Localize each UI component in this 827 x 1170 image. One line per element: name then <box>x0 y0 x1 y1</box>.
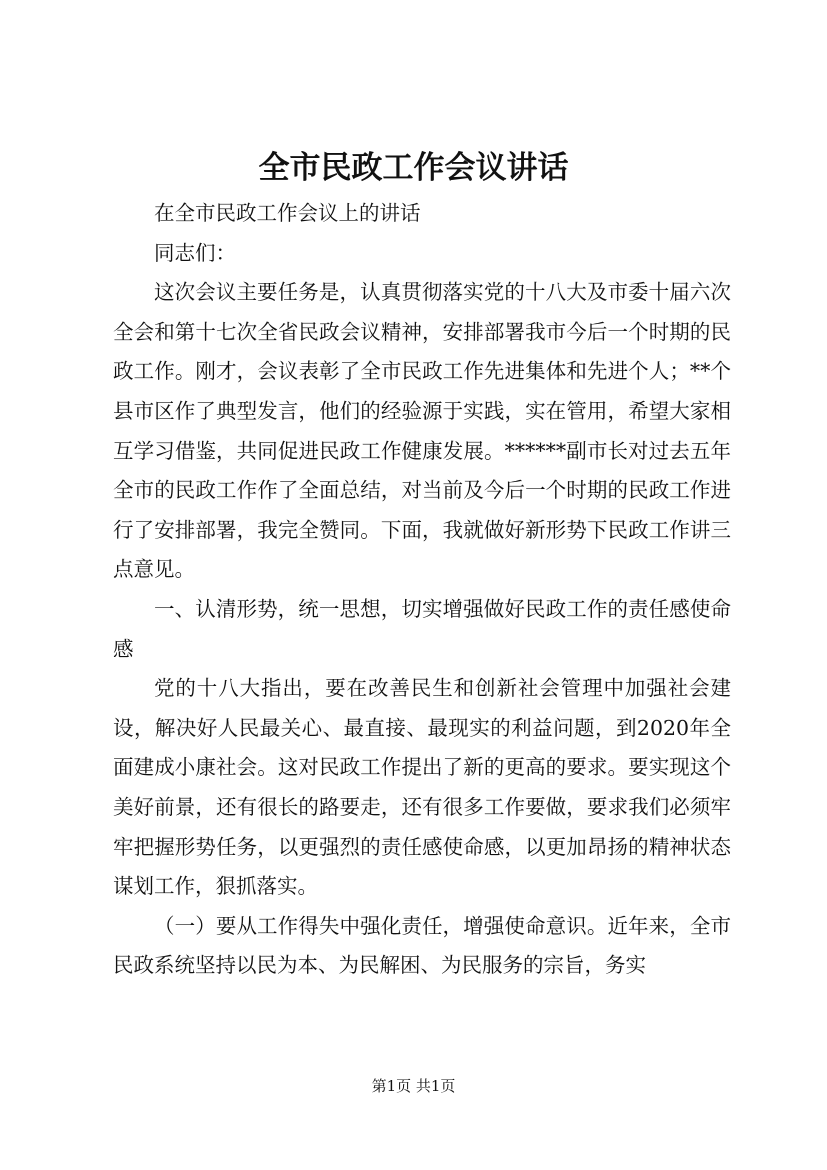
body-paragraph: （一）要从工作得失中强化责任，增强使命意识。近年来，全市民政系统坚持以民为本、为民解困、为民服务的宗旨，务实 <box>113 913 731 978</box>
section-heading: 一、认清形势，统一思想，切实增强做好民政工作的责任感使命感 <box>113 596 731 661</box>
document-body <box>113 194 731 986</box>
document-title: 全市民政工作会议讲话 <box>258 150 569 186</box>
body-paragraph: 党的十八大指出，要在改善民生和创新社会管理中加强社会建设，解决好人民最关心、最直接、最现实的利益问题，到2020年全面建成小康社会。这对民政工作提出了新的更高的要求。要实现这个美好前景，还有很长的路要走，还有很多工作要做，要求我们必须牢牢把握形势任务，以更强烈的责任感使命感，以更加昂扬的精神状态谋划工作，狠抓落实。 <box>113 676 731 899</box>
body-paragraph: 这次会议主要任务是，认真贯彻落实党的十八大及市委十届六次全会和第十七次全省民政会议精神，安排部署我市今后一个时期的民政工作。刚才，会议表彰了全市民政工作先进集体和先进个人；**个县市区作了典型发言，他们的经验源于实践，实在管用，希望大家相互学习借鉴，共同促进民政工作健康发展。******副市长对过去五年全市的民政工作作了全面总结，对当前及今后一个时期的民政工作进行了安排部署，我完全赞同。下面，我就做好新形势下民政工作讲三点意见。 <box>113 280 731 582</box>
page-footer: 第1页 共1页 <box>371 1077 456 1095</box>
salutation: 同志们： <box>154 240 236 265</box>
speech-heading: 在全市民政工作会议上的讲话 <box>154 201 421 225</box>
